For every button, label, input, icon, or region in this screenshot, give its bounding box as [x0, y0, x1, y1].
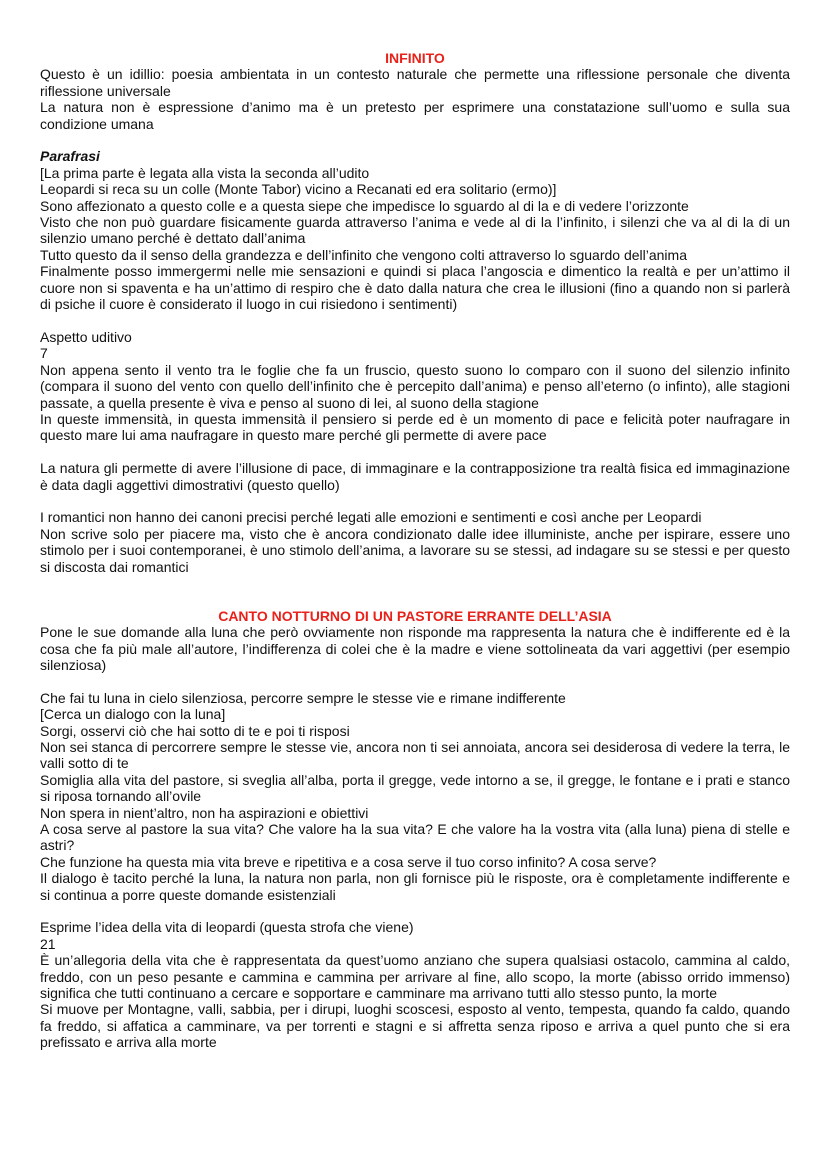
paragraph: [Cerca un dialogo con la luna] — [40, 706, 226, 723]
paragraph: Il dialogo è tacito perché la luna, la natura non parla, non gli fornisce più le risposte, ora è completamente indifferente e si continua a porre queste domande esistenziali — [40, 870, 790, 903]
paragraph: Leopardi si reca su un colle (Monte Tabor) vicino a Recanati ed era solitario (ermo)] — [40, 181, 557, 198]
document-page — [40, 50, 790, 1051]
paragraph: Sono affezionato a questo colle e a questa siepe che impedisce lo sguardo al di la e di vedere l’orizzonte — [40, 197, 689, 214]
verse-number: 7 — [40, 345, 48, 362]
uditivo-heading: Aspetto uditivo — [40, 328, 132, 345]
section-title-infinito: INFINITO — [385, 50, 445, 66]
paragraph: Finalmente posso immergermi nelle mie sensazioni e quindi si placa l’angoscia e dimentico la realtà e per un’attimo il cuore non si spaventa e ha un’attimo di respiro che è dato dalla natura che crea le illusioni (fino a quando non si parlerà di psiche il cuore è considerato il luogo in cui risiedono i sentimenti) — [40, 263, 790, 313]
paragraph: Questo è un idillio: poesia ambientata in un contesto naturale che permette una riflessione personale che diventa riflessione universale — [40, 66, 790, 99]
paragraph: I romantici non hanno dei canoni precisi perché legati alle emozioni e sentimenti e così anche per Leopardi — [40, 509, 702, 526]
paragraph: Visto che non può guardare fisicamente guarda attraverso l’anima e vede al di la l’infinito, i silenzi che va al di la di un silenzio umano perché è dettato dall’anima — [40, 214, 790, 247]
parafrasi-heading: Parafrasi — [40, 148, 100, 165]
paragraph: Non sei stanca di percorrere sempre le stesse vie, ancora non ti sei annoiata, ancora sei desiderosa di vedere la terra, le valli sotto di te — [40, 738, 790, 772]
paragraph: La natura non è espressione d’animo ma è un pretesto per esprimere una constatazione sull’uomo e sulla sua condizione umana — [40, 99, 790, 132]
paragraph: Tutto questo da il senso della grandezza e dell’infinito che vengono colti attraverso lo sguardo dell’anima — [40, 246, 687, 263]
paragraph: A cosa serve al pastore la sua vita? Che valore ha la sua vita? E che valore ha la vostra vita (alla luna) piena di stelle e astri? — [40, 820, 790, 854]
section-title-canto-notturno: CANTO NOTTURNO DI UN PASTORE ERRANTE DELL’ASIA — [218, 607, 612, 624]
paragraph: Si muove per Montagne, valli, sabbia, per i dirupi, luoghi scoscesi, esposto al vento, tempesta, quando fa caldo, quando fa freddo, si affatica a camminare, va per torrenti e stagni e si affretta senza riposo e arriva a quel punto che si era prefissato e arriva alla morte — [40, 1001, 790, 1051]
paragraph: È un’allegoria della vita che è rappresentata da quest’uomo anziano che supera qualsiasi ostacolo, cammina al caldo, freddo, con un peso pesante e cammina e cammina per arrivare al fine, allo scopo, la morte (abisso orrido immenso) significa che tutti continuano a cercare e sopportare e camminare ma arrivano tutti allo stesso punto, la morte — [40, 952, 790, 1002]
paragraph: Che fai tu luna in cielo silenziosa, percorre sempre le stesse vie e rimane indifferente — [40, 689, 566, 706]
paragraph: Pone le sue domande alla luna che però ovviamente non risponde ma rappresenta la natura che è indifferente ed è la cosa che fa più male all’autore, l’indifferenza di colei che è la madre e viene sottolineata da vari aggettivi (per esempio silenziosa) — [40, 624, 790, 673]
paragraph: In queste immensità, in questa immensità il pensiero si perde ed è un momento di pace e felicità poter naufragare in questo mare lui ama naufragare in questo mare perché gli permette di avere pace — [40, 410, 790, 444]
paragraph: Sorgi, osservi ciò che hai sotto di te e poi ti risposi — [40, 722, 350, 739]
paragraph: La natura gli permette di avere l’illusione di pace, di immaginare e la contrapposizione tra realtà fisica ed immaginazione è data dagli aggettivi dimostrativi (questo quello) — [40, 460, 790, 493]
paragraph: Non spera in nient’altro, non ha aspirazioni e obiettivi — [40, 804, 369, 821]
paragraph: Che funzione ha questa mia vita breve e ripetitiva e a cosa serve il tuo corso infinito? A cosa serve? — [40, 853, 657, 870]
paragraph: [La prima parte è legata alla vista la seconda all’udito — [40, 164, 370, 181]
vita-heading: Esprime l’idea della vita di leopardi (questa strofa che viene) — [40, 919, 414, 936]
paragraph: Somiglia alla vita del pastore, si sveglia all’alba, porta il gregge, vede intorno a se, il gregge, le fontane e i prati e stanco si riposa tornando all’ovile — [40, 771, 790, 805]
verse-number: 21 — [40, 935, 56, 952]
paragraph: Non appena sento il vento tra le foglie che fa un fruscio, questo suono lo comparo con il suono del silenzio infinito (compara il suono del vento con quello dell’infinito che è percepito dall’anima) e penso all’eterno (o infinto), alle stagioni passate, a quella presente è viva e penso al suono di lei, al suono della stagione — [40, 361, 790, 411]
paragraph: Non scrive solo per piacere ma, visto che è ancora condizionato dalle idee illuministe, anche per ispirare, essere uno stimolo per i suoi contemporanei, è uno stimolo dell’anima, a lavorare su se stessi, ad indagare su se stessi e per questo si discosta dai romantici — [40, 525, 790, 575]
